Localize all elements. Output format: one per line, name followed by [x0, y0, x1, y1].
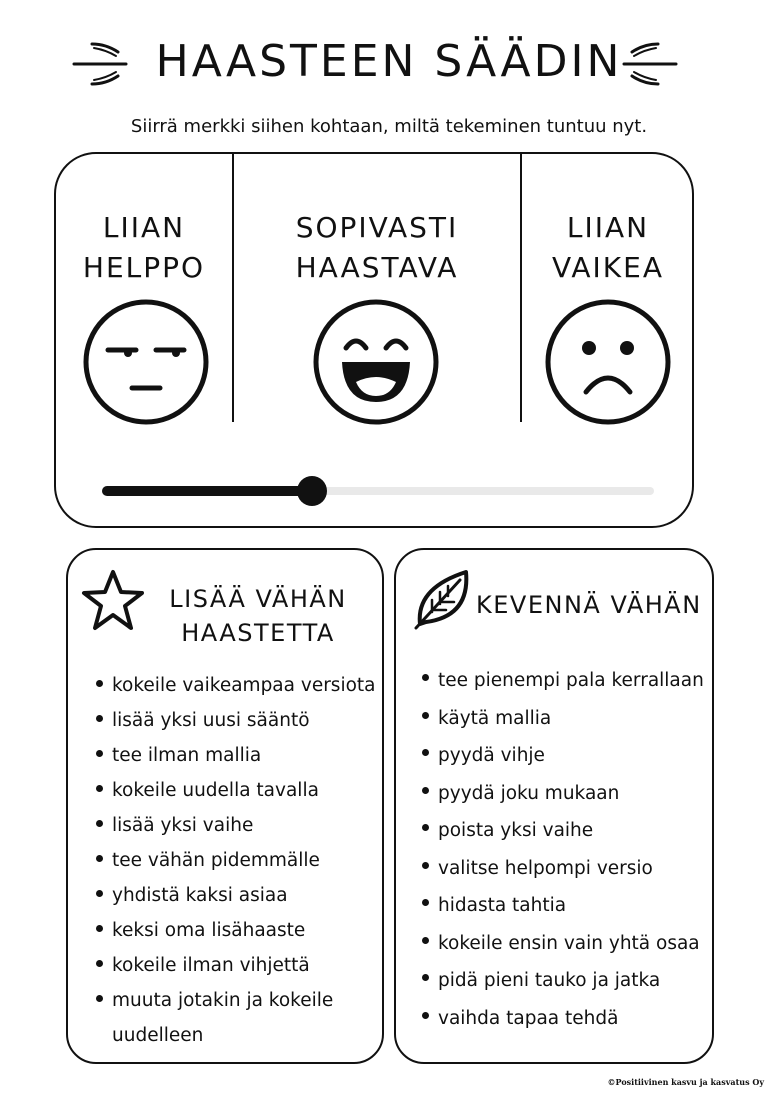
slider-fill — [102, 486, 312, 496]
more-challenge-list — [94, 668, 384, 1053]
label-too-easy — [64, 208, 224, 288]
list-item: vaihda tapaa tehdä — [420, 1000, 710, 1038]
heading-line: HAASTETTA — [181, 619, 335, 647]
list-item: tee vähän pidemmälle — [94, 843, 384, 878]
slider-handle[interactable] — [297, 476, 327, 506]
list-item: kokeile vaikeampaa versiota — [94, 668, 384, 703]
list-item: valitse helpompi versio — [420, 850, 710, 888]
more-challenge-heading — [158, 582, 358, 650]
heading-line: LISÄÄ VÄHÄN — [169, 585, 347, 613]
list-item: pyydä joku mukaan — [420, 775, 710, 813]
star-icon — [80, 568, 146, 632]
label-line: LIIAN — [566, 211, 650, 244]
lighten-list — [420, 662, 710, 1037]
list-item: käytä mallia — [420, 700, 710, 738]
label-line: HELPPO — [82, 251, 206, 284]
label-just-right — [252, 208, 502, 288]
challenge-meter — [54, 152, 694, 528]
label-too-hard — [528, 208, 688, 288]
list-item: tee ilman mallia — [94, 738, 384, 773]
list-item: poista yksi vaihe — [420, 812, 710, 850]
list-item: pyydä vihje — [420, 737, 710, 775]
list-item: kokeile uudella tavalla — [94, 773, 384, 808]
list-item: hidasta tahtia — [420, 887, 710, 925]
column-divider — [520, 154, 522, 422]
copyright-footer: ©Positiivinen kasvu ja kasvatus Oy — [607, 1077, 764, 1087]
bored-face-icon — [82, 298, 210, 426]
lighten-heading: KEVENNÄ VÄHÄN — [476, 591, 702, 619]
leaf-icon — [412, 566, 472, 632]
list-item: kokeile ensin vain yhtä osaa — [420, 925, 710, 963]
label-line: LIIAN — [102, 211, 186, 244]
page-title: HAASTEEN SÄÄDIN — [155, 36, 623, 87]
label-line: VAIKEA — [552, 251, 664, 284]
list-item: muuta jotakin ja kokeile uudelleen — [94, 983, 384, 1053]
lighten-card — [394, 548, 714, 1064]
column-divider — [232, 154, 234, 422]
list-item: yhdistä kaksi asiaa — [94, 878, 384, 913]
list-item: keksi oma lisähaaste — [94, 913, 384, 948]
laughing-face-icon — [312, 298, 440, 426]
more-challenge-card — [66, 548, 384, 1064]
sad-face-icon — [544, 298, 672, 426]
list-item: tee pienempi pala kerrallaan — [420, 662, 710, 700]
list-item: pidä pieni tauko ja jatka — [420, 962, 710, 1000]
label-line: SOPIVASTI — [295, 211, 459, 244]
instruction-text: Siirrä merkki siihen kohtaan, miltä tekeminen tuntuu nyt. — [130, 116, 648, 137]
list-item: lisää yksi uusi sääntö — [94, 703, 384, 738]
list-item: kokeile ilman vihjettä — [94, 948, 384, 983]
list-item: lisää yksi vaihe — [94, 808, 384, 843]
label-line: HAASTAVA — [295, 251, 459, 284]
challenge-slider[interactable] — [102, 476, 654, 506]
decorative-strokes-right — [618, 38, 678, 94]
